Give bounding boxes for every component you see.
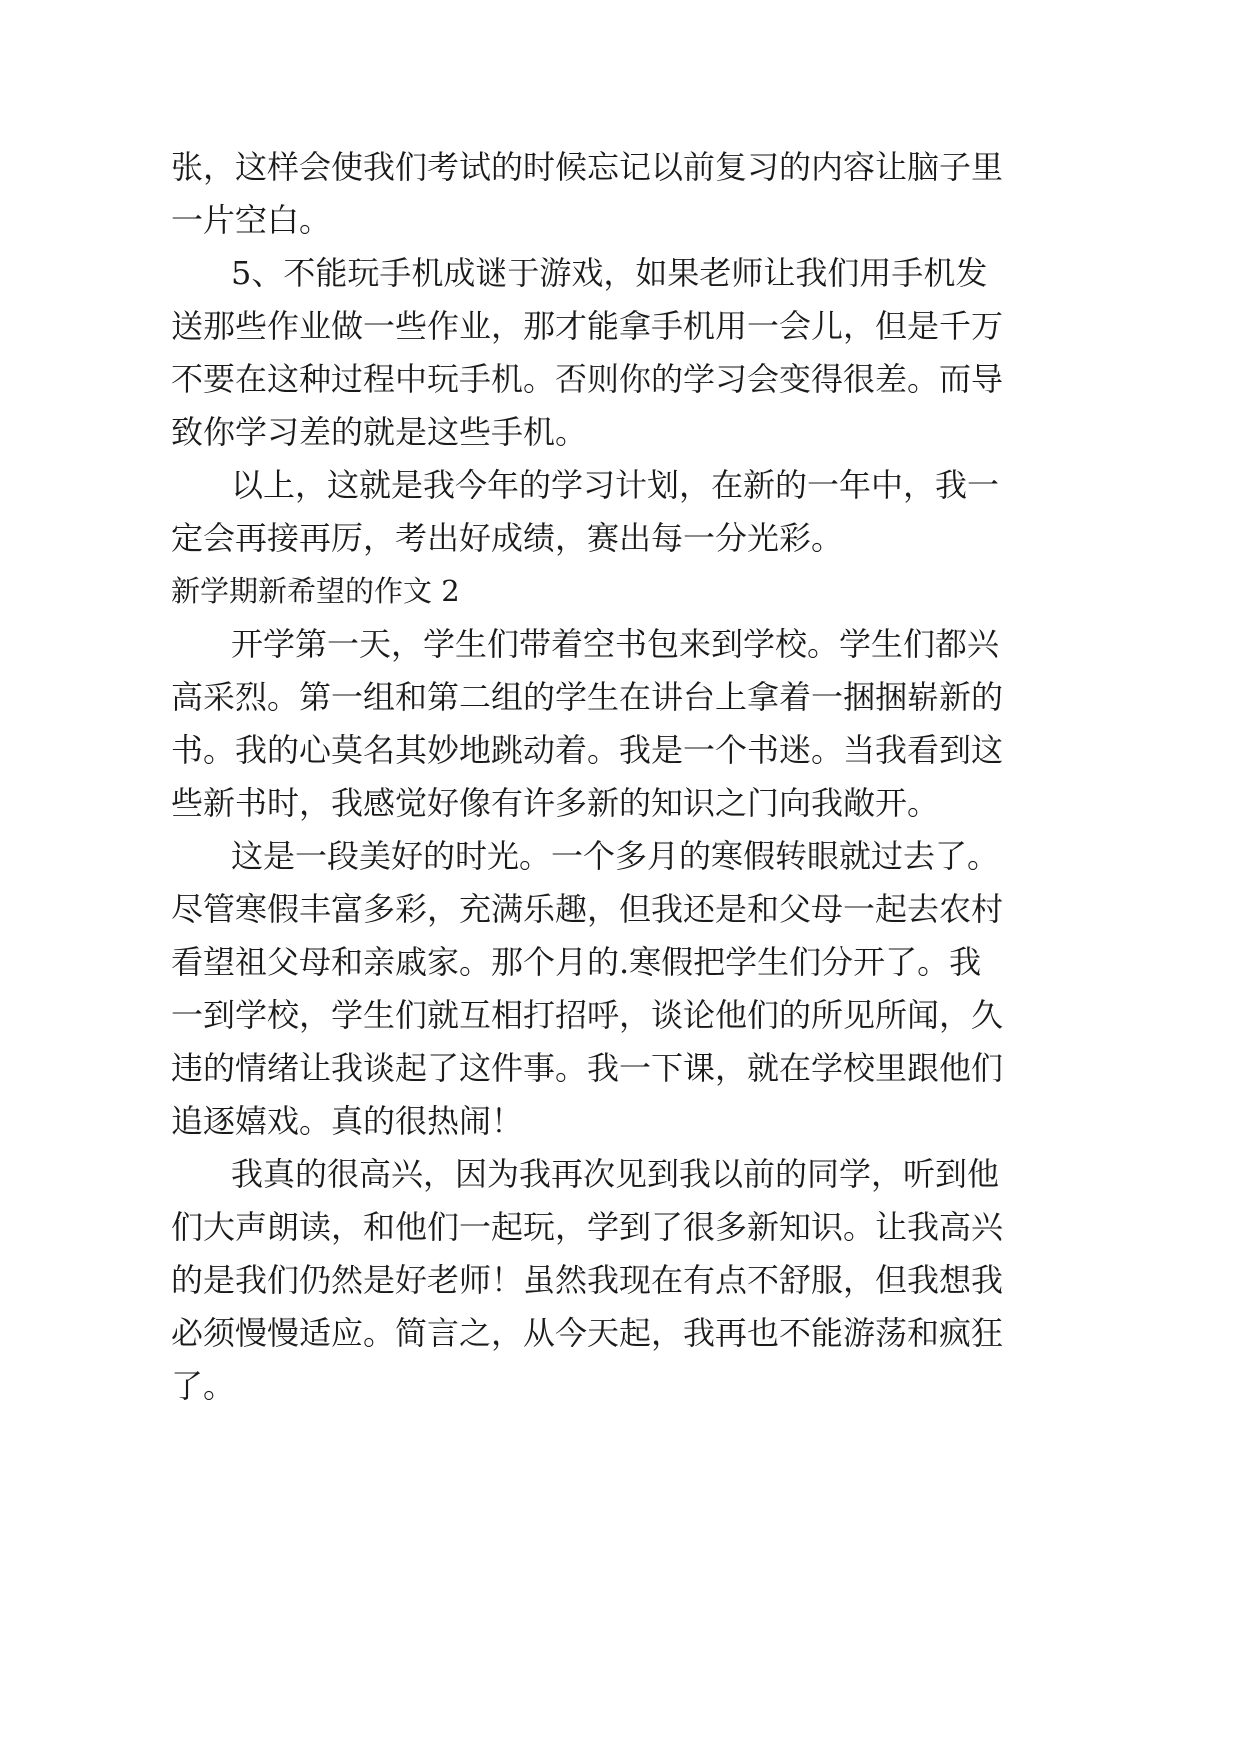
text-line: 致你学习差的就是这些手机。	[171, 413, 588, 451]
text-line: 违的情绪让我谈起了这件事。我一下课，就在学校里跟他们	[171, 1049, 1004, 1087]
text-line: 高采烈。第一组和第二组的学生在讲台上拿着一捆捆崭新的	[171, 678, 1004, 716]
text-line: 看望祖父母和亲戚家。那个月的.寒假把学生们分开了。我	[171, 943, 982, 981]
text-line: 了。	[171, 1367, 236, 1405]
text-line: 一到学校，学生们就互相打招呼，谈论他们的所见所闻，久	[171, 996, 1004, 1034]
text-line: 尽管寒假丰富多彩，充满乐趣，但我还是和父母一起去农村	[171, 890, 1004, 928]
paragraph-first-line: 开学第一天，学生们带着空书包来到学校。学生们都兴	[231, 625, 1000, 663]
text-line: 送那些作业做一些作业，那才能拿手机用一会儿，但是千万	[171, 307, 1004, 345]
text-line: 们大声朗读，和他们一起玩，学到了很多新知识。让我高兴	[171, 1208, 1004, 1246]
paragraph-first-line: 5、不能玩手机成谜于游戏，如果老师让我们用手机发	[231, 254, 988, 292]
text-line: 追逐嬉戏。真的很热闹！	[171, 1102, 524, 1140]
text-line: 一片空白。	[171, 201, 332, 239]
text-line: 定会再接再厉，考出好成绩，赛出每一分光彩。	[171, 519, 844, 557]
text-line: 不要在这种过程中玩手机。否则你的学习会变得很差。而导	[171, 360, 1004, 398]
paragraph-first-line: 以上，这就是我今年的学习计划，在新的一年中，我一	[231, 466, 1000, 504]
section-heading: 新学期新希望的作文 2	[171, 574, 460, 608]
text-line: 张，这样会使我们考试的时候忘记以前复习的内容让脑子里	[171, 148, 1004, 186]
paragraph-first-line: 这是一段美好的时光。一个多月的寒假转眼就过去了。	[231, 837, 1000, 875]
text-line: 书。我的心莫名其妙地跳动着。我是一个书迷。当我看到这	[171, 731, 1004, 769]
paragraph-first-line: 我真的很高兴，因为我再次见到我以前的同学，听到他	[231, 1155, 1000, 1193]
text-line: 必须慢慢适应。简言之，从今天起，我再也不能游荡和疯狂	[171, 1314, 1004, 1352]
text-line: 些新书时，我感觉好像有许多新的知识之门向我敞开。	[171, 784, 940, 822]
text-line: 的是我们仍然是好老师！虽然我现在有点不舒服，但我想我	[171, 1261, 1004, 1299]
